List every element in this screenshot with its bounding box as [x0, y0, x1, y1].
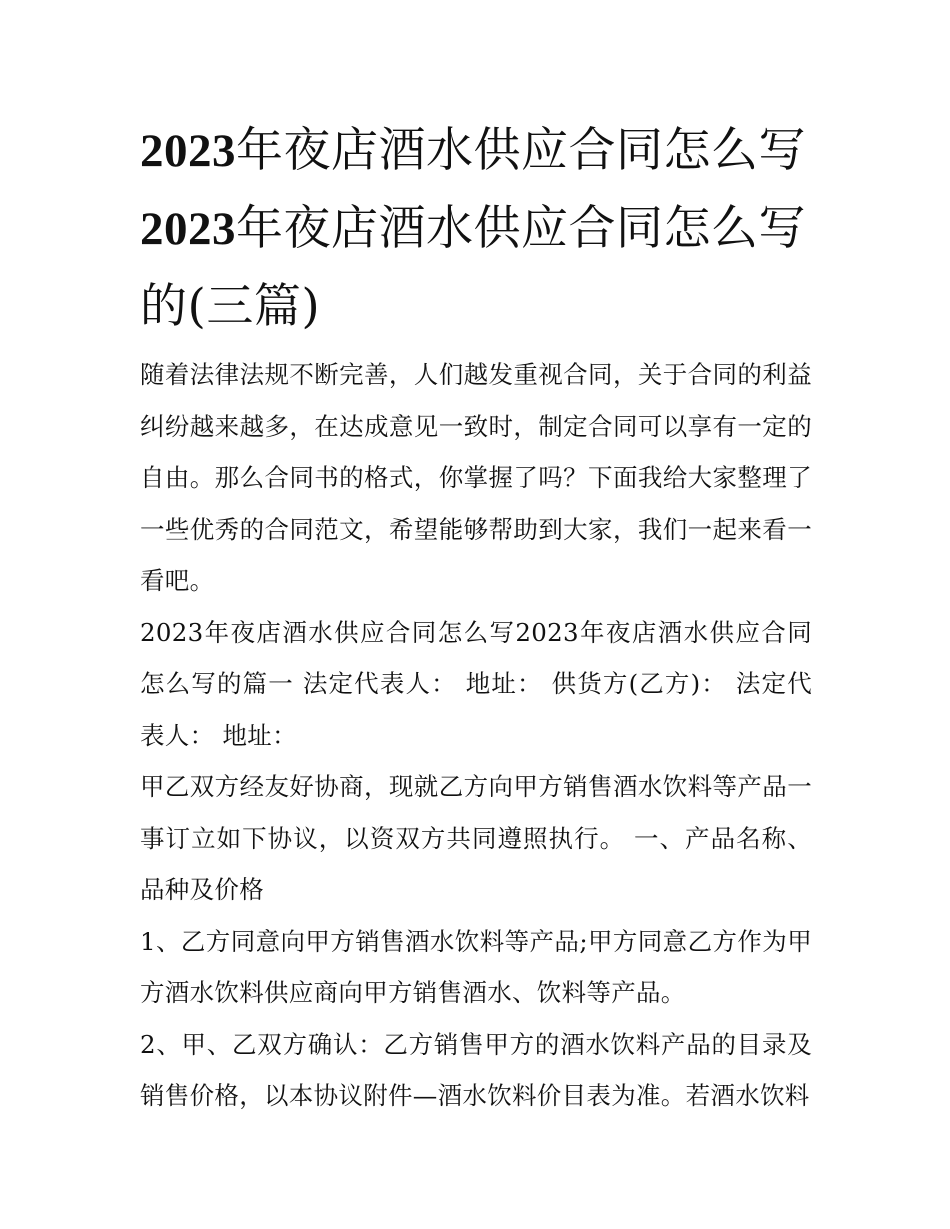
- document-page: [140, 112, 812, 1122]
- clause-2-paragraph: 2、甲、乙双方确认：乙方销售甲方的酒水饮料产品的目录及销售价格，以本协议附件—酒水饮料价目表为准。若酒水饮料: [140, 1029, 812, 1110]
- title-text-2: 年夜店酒水供应合同怎么写的(三篇): [140, 201, 806, 334]
- agreement-paragraph: 甲乙双方经友好协商，现就乙方向甲方销售酒水饮料等产品一事订立如下协议，以资双方共同遵照执行。 一、产品名称、品种及价格: [140, 772, 812, 904]
- title-text-1: 年夜店酒水供应合同怎么写: [236, 123, 806, 178]
- section-heading-paragraph: 2023年夜店酒水供应合同怎么写2023年夜店酒水供应合同怎么写的篇一 法定代表人： 地址： 供货方(乙方)： 法定代表人： 地址：: [140, 617, 812, 750]
- document-title: [140, 112, 812, 345]
- title-year-2: 2023: [140, 203, 236, 255]
- intro-paragraph: 随着法律法规不断完善，人们越发重视合同，关于合同的利益纠纷越来越多，在达成意见一致时，制定合同可以享有一定的自由。那么合同书的格式，你掌握了吗？下面我给大家整理了一些优秀的合同范文，希望能够帮助到大家，我们一起来看一看吧。: [140, 360, 812, 595]
- title-year-1: 2023: [140, 125, 236, 177]
- clause-1-paragraph: 1、乙方同意向甲方销售酒水饮料等产品;甲方同意乙方作为甲方酒水饮料供应商向甲方销售酒水、饮料等产品。: [140, 926, 812, 1007]
